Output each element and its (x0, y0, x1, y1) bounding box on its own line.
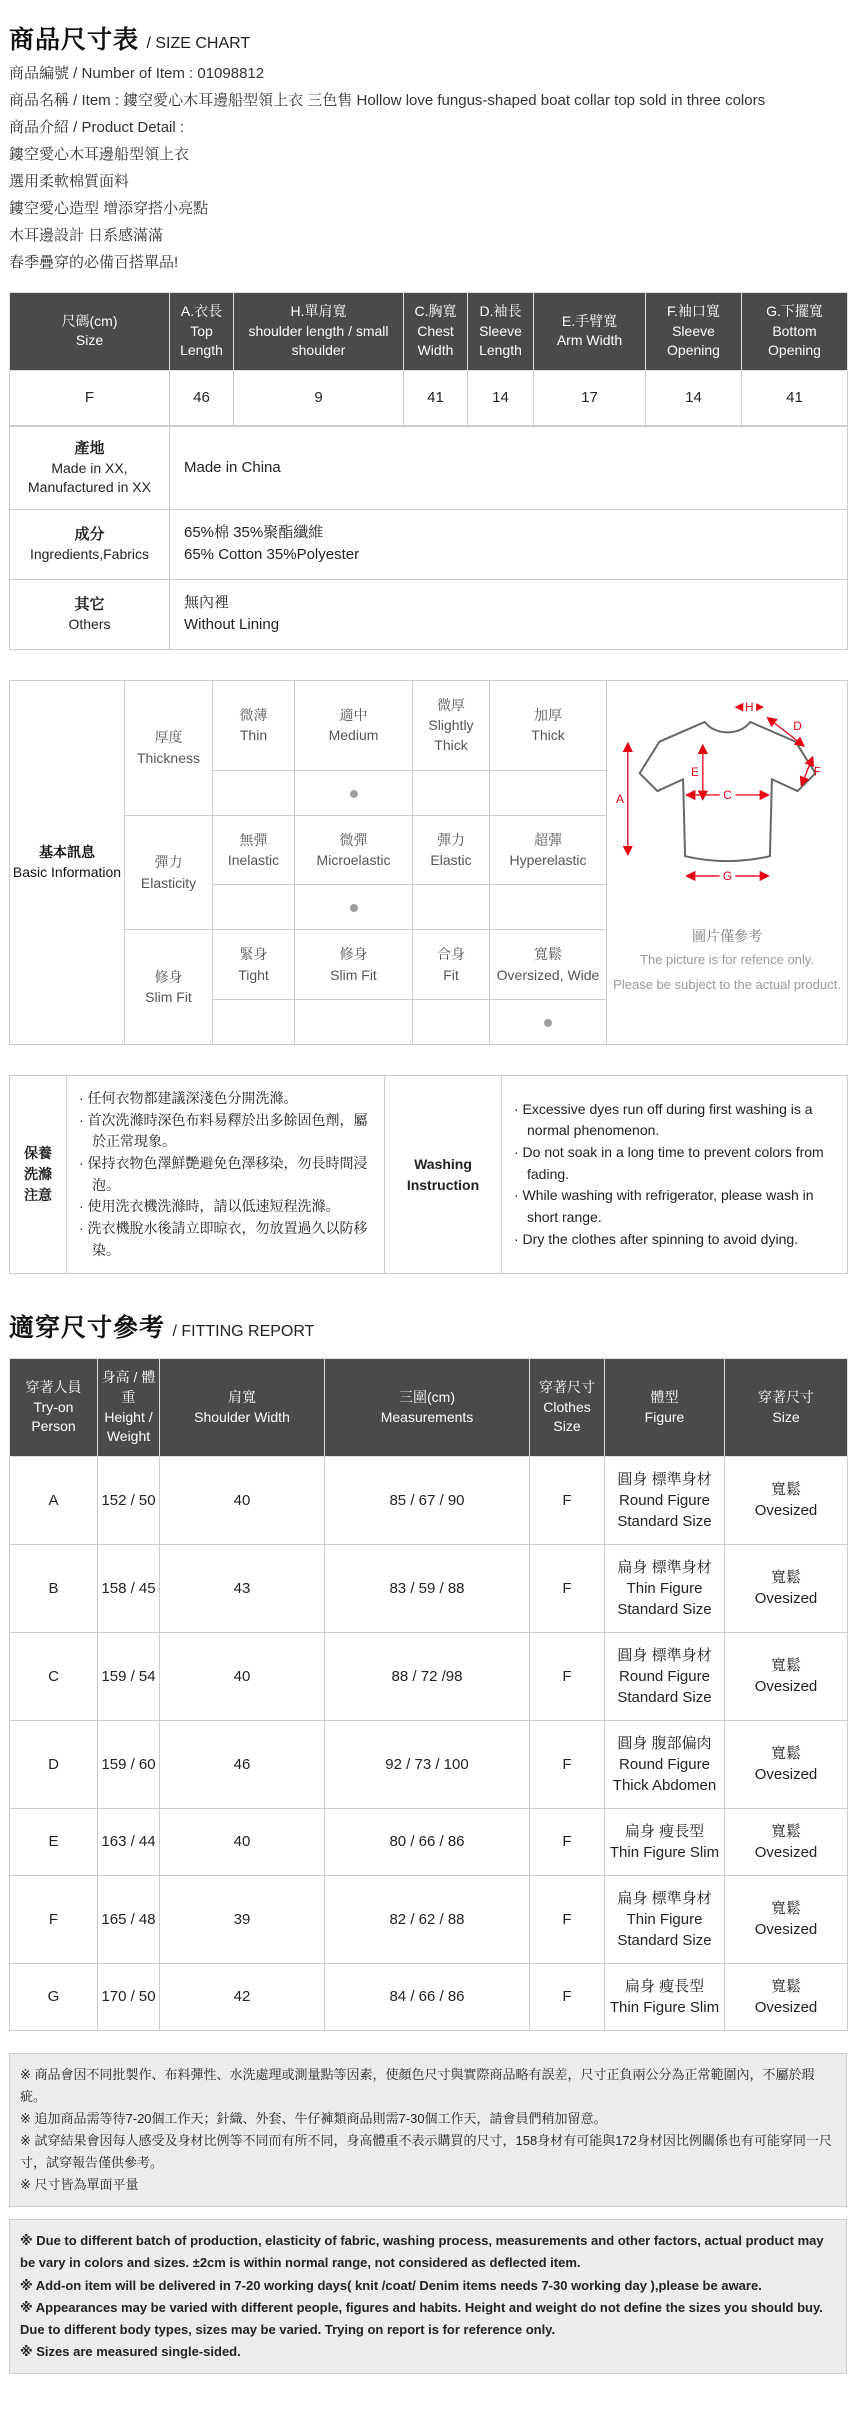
shoulder-width: 40 (160, 1632, 325, 1720)
fit-en: Ovesized (754, 1678, 818, 1696)
column-label-zh: G.下擺寬 (766, 303, 823, 319)
rating-cell (295, 885, 413, 930)
column-label-zh: 體型 (650, 1388, 679, 1405)
label-en: Made in XX, Manufactured in XX (28, 460, 151, 495)
measurements: 88 / 72 /98 (325, 1632, 530, 1720)
height-weight: 165 / 48 (98, 1875, 160, 1963)
column-label-zh: A.衣長 (180, 303, 223, 319)
figure-cell (605, 1720, 725, 1808)
size-value-cell: 9 (234, 370, 404, 425)
value-line: Without Lining (184, 616, 280, 634)
svg-text:H: H (744, 699, 753, 714)
value-line: 65%棉 35%聚酯纖維 (184, 523, 324, 541)
option-zh: 合身 (437, 946, 465, 963)
label-en: Ingredients,Fabrics (29, 545, 150, 562)
option-en: Oversized, Wide (496, 966, 600, 983)
product-info-value (170, 426, 848, 509)
fit-size-cell (725, 1875, 848, 1963)
fitting-column-header (98, 1359, 160, 1456)
basic-info-title-en: Basic Information (12, 864, 122, 881)
fitting-column-header (530, 1359, 605, 1456)
diagram-caption-zh: 圖片僅參考 (692, 928, 762, 945)
option-zh: 寬鬆 (534, 946, 562, 963)
column-label-zh: H.單肩寬 (290, 303, 347, 319)
elasticity-label-en: Elasticity (140, 874, 197, 891)
washing-label-zh (10, 1075, 67, 1274)
fit-en: Ovesized (754, 1998, 818, 2016)
elasticity-option (213, 815, 295, 885)
elasticity-selected-dot (350, 904, 358, 912)
product-detail-line: 選用柔軟棉質面料 (9, 173, 130, 190)
fitting-column-header (325, 1359, 530, 1456)
product-info-value (170, 509, 848, 579)
fit-en: Ovesized (754, 1502, 818, 1520)
washing-note: · Excessive dyes run off during first washing is a normal phenomenon. (514, 1100, 813, 1139)
column-label-en: Shoulder Width (194, 1408, 290, 1425)
product-info-table (9, 426, 848, 650)
washing-note: · 首次洗滌時深色布料易釋於出多餘固色劑，屬於正常現象。 (79, 1111, 368, 1150)
size-column-header (534, 293, 646, 371)
elasticity-option (490, 815, 607, 885)
size-column-header (10, 293, 170, 371)
option-en: Slim Fit (330, 966, 377, 983)
column-label-en: Measurements (380, 1408, 474, 1425)
size-value-cell: 41 (404, 370, 468, 425)
footnote-en: ※ Appearances may be varied with different people, figures and habits. Height and weight do not define the sizes you should buy. Due to different body types, sizes may be varied. Trying on report is for reference only. (20, 2299, 823, 2337)
product-info-label (10, 509, 170, 579)
column-label-zh: D.袖長 (479, 303, 522, 319)
garment-measure-diagram (607, 680, 848, 1044)
column-label-zh: 穿著人員 (25, 1379, 82, 1396)
column-label-en: Clothes Size (543, 1398, 591, 1435)
fitting-data-row (10, 1963, 848, 2030)
page-title-en: / SIZE CHART (146, 35, 251, 52)
elasticity-option (295, 815, 413, 885)
fitting-header-row (10, 1359, 848, 1456)
item-name-line: 商品名稱 / Item : 鏤空愛心木耳邊船型領上衣 三色售 Hollow love fungus-shaped boat collar top sold in three colors (9, 92, 766, 109)
tryon-person: D (10, 1720, 98, 1808)
elasticity-option (413, 815, 490, 885)
fit-zh: 寬鬆 (770, 1977, 801, 1995)
size-column-header (468, 293, 534, 371)
option-zh: 超彈 (534, 831, 562, 848)
svg-text:C: C (722, 787, 732, 802)
figure-en: Thin Figure Standard Size (617, 1910, 712, 1949)
column-label-zh: E.手臂寬 (561, 312, 618, 329)
option-zh: 彈力 (437, 831, 465, 848)
rating-cell (490, 885, 607, 930)
height-weight: 159 / 60 (98, 1720, 160, 1808)
figure-zh: 扁身 瘦長型 (624, 1977, 705, 1995)
elasticity-label-zh: 彈力 (154, 854, 183, 871)
thickness-label (125, 680, 213, 815)
washing-note: · 洗衣機脫水後請立即晾衣，勿放置過久以防移染。 (79, 1220, 368, 1258)
washing-note: · Dry the clothes after spinning to avoid dying. (514, 1230, 799, 1247)
figure-zh: 扁身 標準身材 (617, 1889, 712, 1907)
label-zh: 產地 (74, 439, 105, 457)
product-detail-line: 春季疊穿的必備百搭單品! (9, 254, 179, 271)
fit-en: Ovesized (754, 1590, 818, 1608)
product-detail-line: 鏤空愛心木耳邊船型領上衣 (9, 146, 190, 163)
height-weight: 170 / 50 (98, 1963, 160, 2030)
footnote-zh: ※ 追加商品需等待7-20個工作天；針織、外套、牛仔褲類商品則需7-30個工作天，請會員們稍加留意。 (20, 2110, 607, 2126)
thickness-option (213, 680, 295, 770)
slimfit-option (295, 930, 413, 1000)
shoulder-width: 40 (160, 1808, 325, 1875)
washing-note: · Do not soak in a long time to prevent colors from fading. (514, 1144, 824, 1182)
measurements: 80 / 66 / 86 (325, 1808, 530, 1875)
clothes-size: F (530, 1456, 605, 1544)
column-label-en: Sleeve Length (479, 322, 522, 359)
washing-label-en: Washing Instruction (385, 1075, 502, 1274)
shoulder-width: 39 (160, 1875, 325, 1963)
washing-notes-zh (67, 1075, 385, 1274)
column-label-zh: 肩寬 (228, 1388, 256, 1405)
washing-note: · While washing with refrigerator, please wash in short range. (514, 1187, 814, 1226)
tryon-person: G (10, 1963, 98, 2030)
washing-note: · 任何衣物都建議深淺色分開洗滌。 (79, 1089, 298, 1106)
option-en: Thin (239, 727, 268, 744)
product-detail-line: 鏤空愛心造型 增添穿搭小亮點 (9, 200, 209, 217)
washing-note: · 使用洗衣機洗滌時，請以低速短程洗滌。 (79, 1198, 340, 1215)
fit-en: Ovesized (754, 1766, 818, 1784)
option-en: Fit (443, 966, 459, 983)
page-title (9, 20, 847, 56)
product-detail-label: 商品介紹 / Product Detail : (9, 119, 185, 136)
product-info-row (10, 426, 848, 509)
basic-information-table (9, 680, 848, 1045)
height-weight: 158 / 45 (98, 1544, 160, 1632)
shoulder-width: 42 (160, 1963, 325, 2030)
shoulder-width: 46 (160, 1720, 325, 1808)
footnote-zh: ※ 商品會因不同批製作、布料彈性、水洗處理或測量點等因素，使顏色尺寸與實際商品略有誤差，尺寸正負兩公分為正常範圍內，不屬於瑕疵。 (20, 2066, 815, 2104)
column-label-zh: 穿著尺寸 (539, 1379, 595, 1396)
svg-text:F: F (813, 764, 821, 779)
column-label-en: Size (75, 332, 104, 349)
basic-info-title (10, 680, 125, 1044)
fit-size-cell (725, 1456, 848, 1544)
value-line: 65% Cotton 35%Polyester (184, 546, 360, 564)
label-line: 洗滌 (24, 1166, 52, 1183)
column-label-en: Size (772, 1408, 800, 1425)
figure-en: Thin Figure Slim (609, 1843, 720, 1861)
slimfit-selected-dot (544, 1019, 552, 1027)
label-zh: 成分 (74, 525, 105, 543)
column-label-zh: 尺碼(cm) (61, 312, 118, 329)
tryon-person: A (10, 1456, 98, 1544)
product-info-value (170, 579, 848, 649)
figure-en: Thin Figure Slim (609, 1998, 720, 2016)
column-label-zh: 三圍(cm) (399, 1388, 455, 1405)
clothes-size: F (530, 1963, 605, 2030)
size-value-cell: 17 (534, 370, 646, 425)
rating-cell (413, 770, 490, 815)
washing-row (10, 1075, 848, 1274)
option-zh: 修身 (339, 946, 368, 963)
clothes-size: F (530, 1720, 605, 1808)
measurements: 85 / 67 / 90 (325, 1456, 530, 1544)
fitting-data-row (10, 1544, 848, 1632)
option-en: Inelastic (227, 852, 280, 868)
svg-text:D: D (792, 718, 802, 733)
product-info-label (10, 579, 170, 649)
figure-cell (605, 1875, 725, 1963)
option-en: Medium (328, 727, 379, 744)
figure-zh: 圓身 標準身材 (617, 1470, 712, 1488)
option-en: Microelastic (316, 852, 391, 868)
fit-zh: 寬鬆 (770, 1569, 801, 1587)
item-number-line: 商品編號 / Number of Item : 01098812 (9, 65, 265, 82)
footnote-zh: ※ 尺寸皆為單面平量 (20, 2177, 139, 2193)
column-label-en: Chest Width (417, 322, 454, 359)
basic-info-title-zh: 基本訊息 (39, 844, 95, 861)
rating-cell (490, 999, 607, 1044)
fitting-column-header (10, 1359, 98, 1456)
column-label-en: shoulder length / small shoulder (248, 322, 389, 359)
page-title-zh: 商品尺寸表 (9, 26, 140, 54)
option-zh: 微厚 (437, 696, 465, 713)
slimfit-label (125, 930, 213, 1045)
size-table-header-row (10, 293, 848, 371)
fitting-report-table (9, 1358, 848, 2030)
column-label-en: Try-on Person (31, 1398, 76, 1435)
size-column-header (404, 293, 468, 371)
column-label-zh: C.胸寬 (414, 303, 457, 319)
fit-en: Ovesized (754, 1921, 818, 1939)
footnote-en: ※ Sizes are measured single-sided. (20, 2343, 241, 2359)
label-line: 保養 (24, 1145, 52, 1162)
tryon-person: C (10, 1632, 98, 1720)
option-en: Slightly Thick (428, 717, 474, 754)
option-en: Tight (238, 966, 269, 983)
rating-cell (490, 770, 607, 815)
footnote-en: ※ Add-on item will be delivered in 7-20 working days( knit /coat/ Denim items needs 7-30 working day ),please be aware. (20, 2277, 762, 2293)
column-label-en: Sleeve Opening (667, 322, 720, 359)
column-label-en: Height / Weight (104, 1408, 153, 1445)
figure-cell (605, 1456, 725, 1544)
fitting-data-row (10, 1720, 848, 1808)
label-en: Others (68, 615, 111, 632)
diagram-caption-en: The picture is for refence only. (640, 952, 814, 968)
slimfit-option (213, 930, 295, 1000)
measurements: 92 / 73 / 100 (325, 1720, 530, 1808)
fit-size-cell (725, 1808, 848, 1875)
column-label-zh: 穿著尺寸 (758, 1388, 814, 1405)
measurements: 82 / 62 / 88 (325, 1875, 530, 1963)
product-info-label (10, 426, 170, 509)
height-weight: 152 / 50 (98, 1456, 160, 1544)
slimfit-label-en: Slim Fit (145, 989, 192, 1006)
fitting-data-row (10, 1875, 848, 1963)
option-en: Elastic (430, 852, 472, 868)
rating-cell (413, 999, 490, 1044)
figure-zh: 圓身 標準身材 (617, 1646, 712, 1664)
size-value-cell: 41 (742, 370, 848, 425)
fit-en: Ovesized (754, 1843, 818, 1861)
clothes-size: F (530, 1808, 605, 1875)
column-label-en: Bottom Opening (768, 322, 821, 359)
product-info-row (10, 509, 848, 579)
thickness-label-en: Thickness (136, 749, 201, 766)
fitting-report-title (9, 1308, 847, 1344)
fitting-column-header (160, 1359, 325, 1456)
fitting-data-row (10, 1808, 848, 1875)
fitting-data-row (10, 1456, 848, 1544)
column-label-en: Figure (644, 1408, 685, 1425)
size-value-cell: F (10, 370, 170, 425)
option-zh: 無彈 (239, 831, 268, 848)
fit-size-cell (725, 1720, 848, 1808)
size-measurements-table (9, 292, 848, 426)
figure-en: Round Figure Standard Size (617, 1491, 712, 1530)
column-label-zh: F.袖口寬 (667, 303, 720, 319)
slimfit-option (413, 930, 490, 1000)
figure-en: Thin Figure Standard Size (617, 1579, 712, 1618)
rating-cell (213, 999, 295, 1044)
washing-notes-en (502, 1075, 848, 1274)
fitting-column-header (725, 1359, 848, 1456)
value-line: 無內裡 (184, 593, 230, 611)
size-table-data-row (10, 370, 848, 425)
svg-text:G: G (722, 868, 732, 883)
slimfit-label-zh: 修身 (154, 968, 183, 985)
fit-zh: 寬鬆 (770, 1822, 801, 1840)
measurements: 84 / 66 / 86 (325, 1963, 530, 2030)
shoulder-width: 43 (160, 1544, 325, 1632)
tryon-person: E (10, 1808, 98, 1875)
size-value-cell: 14 (468, 370, 534, 425)
figure-cell (605, 1632, 725, 1720)
fit-size-cell (725, 1544, 848, 1632)
option-zh: 適中 (339, 706, 368, 723)
washing-note: · 保持衣物色澤鮮艷避免色澤移染，勿長時間浸泡。 (79, 1154, 368, 1193)
column-label-en: Top Length (180, 322, 223, 359)
fitting-title-en: / FITTING REPORT (172, 1323, 315, 1341)
diagram-caption-en: Please be subject to the actual product. (613, 976, 841, 992)
fit-size-cell (725, 1632, 848, 1720)
measurements: 83 / 59 / 88 (325, 1544, 530, 1632)
option-en: Thick (531, 727, 565, 744)
option-zh: 微彈 (339, 831, 368, 848)
fitting-column-header (605, 1359, 725, 1456)
fit-zh: 寬鬆 (770, 1900, 801, 1918)
option-zh: 加厚 (534, 706, 562, 723)
figure-zh: 圓身 腹部偏肉 (617, 1734, 712, 1752)
fit-zh: 寬鬆 (770, 1481, 801, 1499)
rating-cell (413, 885, 490, 930)
label-line: 注意 (24, 1187, 52, 1204)
size-column-header (170, 293, 234, 371)
fitting-data-row (10, 1632, 848, 1720)
footnote-zh: ※ 試穿結果會因每人感受及身材比例等不同而有所不同，身高體重不表示購買的尺寸，158身材有可能與172身材因比例關係也有可能穿同一尺寸，試穿報告僅供參考。 (20, 2133, 832, 2171)
fit-zh: 寬鬆 (770, 1745, 801, 1763)
slimfit-option (490, 930, 607, 1000)
tryon-person: B (10, 1544, 98, 1632)
column-label-en: Arm Width (556, 332, 623, 349)
figure-cell (605, 1808, 725, 1875)
figure-cell (605, 1544, 725, 1632)
size-value-cell: 14 (646, 370, 742, 425)
product-info-row (10, 579, 848, 649)
figure-en: Round Figure Standard Size (617, 1667, 712, 1706)
option-zh: 微薄 (239, 706, 268, 723)
value-line: Made in China (184, 458, 281, 476)
option-zh: 緊身 (239, 946, 268, 963)
rating-cell (213, 770, 295, 815)
column-label-zh: 身高 / 體重 (101, 1369, 156, 1405)
rating-cell (213, 885, 295, 930)
tryon-person: F (10, 1875, 98, 1963)
shoulder-width: 40 (160, 1456, 325, 1544)
option-en: Hyperelastic (509, 852, 587, 868)
clothes-size: F (530, 1875, 605, 1963)
product-detail-line: 木耳邊設計 日系感滿滿 (9, 227, 164, 244)
footnotes-zh-box (9, 2053, 847, 2208)
thickness-option (413, 680, 490, 770)
elasticity-label (125, 815, 213, 930)
footnotes-en-box (9, 2219, 847, 2374)
size-column-header (742, 293, 848, 371)
rating-cell (295, 999, 413, 1044)
size-value-cell: 46 (170, 370, 234, 425)
label-zh: 其它 (74, 595, 105, 613)
figure-cell (605, 1963, 725, 2030)
washing-instruction-table (9, 1075, 848, 1275)
product-detail-lines (9, 141, 847, 276)
height-weight: 163 / 44 (98, 1808, 160, 1875)
tshirt-diagram-image (614, 695, 841, 895)
height-weight: 159 / 54 (98, 1632, 160, 1720)
figure-zh: 扁身 瘦長型 (624, 1822, 705, 1840)
figure-en: Round Figure Thick Abdomen (612, 1755, 717, 1794)
clothes-size: F (530, 1544, 605, 1632)
thickness-label-zh: 厚度 (154, 729, 183, 746)
figure-zh: 扁身 標準身材 (617, 1558, 712, 1576)
rating-cell (295, 770, 413, 815)
svg-text:A: A (615, 791, 624, 806)
size-column-header (234, 293, 404, 371)
thickness-option (490, 680, 607, 770)
svg-text:E: E (690, 765, 699, 780)
size-column-header (646, 293, 742, 371)
footnote-en: ※ Due to different batch of production, elasticity of fabric, washing process, measurements and other factors, actual product may be vary in colors and sizes. ±2cm is within normal range, not considered as deflected item. (20, 2233, 824, 2271)
fit-size-cell (725, 1963, 848, 2030)
thickness-selected-dot (350, 790, 358, 798)
fitting-title-zh: 適穿尺寸參考 (9, 1314, 166, 1343)
fit-zh: 寬鬆 (770, 1657, 801, 1675)
clothes-size: F (530, 1632, 605, 1720)
thickness-option (295, 680, 413, 770)
